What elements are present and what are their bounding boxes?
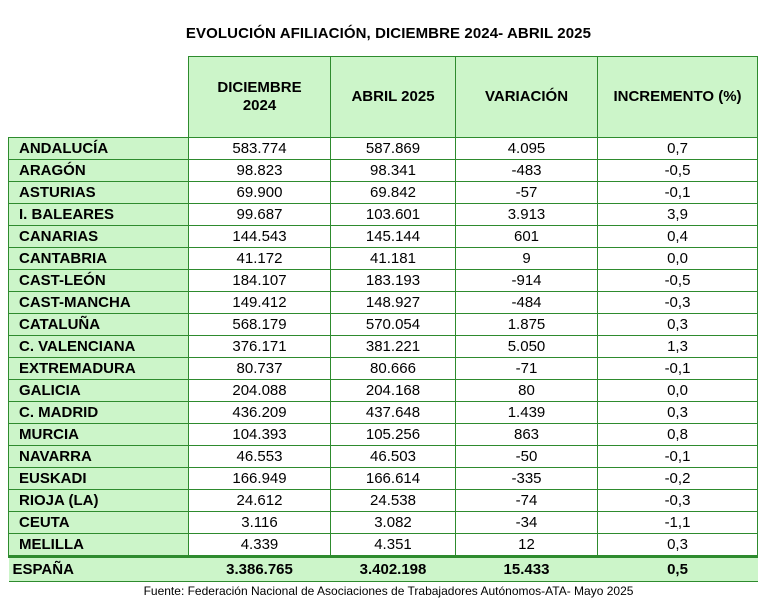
december-2024-cell: 144.543: [189, 226, 331, 248]
header-increment: INCREMENTO (%): [598, 57, 758, 138]
region-cell: CAST-LEÓN: [9, 270, 189, 292]
table-row: [9, 534, 758, 557]
variation-cell: 80: [456, 380, 598, 402]
april-2025-cell: 148.927: [331, 292, 456, 314]
variation-cell: -57: [456, 182, 598, 204]
december-2024-cell: 104.393: [189, 424, 331, 446]
april-2025-cell: 437.648: [331, 402, 456, 424]
region-cell: C. MADRID: [9, 402, 189, 424]
april-2025-cell: 204.168: [331, 380, 456, 402]
table-row: [9, 314, 758, 336]
increment-cell: -0,5: [598, 160, 758, 182]
region-cell: CAST-MANCHA: [9, 292, 189, 314]
region-cell: RIOJA (LA): [9, 490, 189, 512]
april-2025-cell: 3.082: [331, 512, 456, 534]
april-2025-cell: 587.869: [331, 138, 456, 160]
table-row: [9, 138, 758, 160]
total-april: 3.402.198: [331, 557, 456, 582]
header-blank-cell: [9, 57, 189, 138]
table-row: [9, 402, 758, 424]
variation-cell: 863: [456, 424, 598, 446]
region-cell: ASTURIAS: [9, 182, 189, 204]
december-2024-cell: 41.172: [189, 248, 331, 270]
april-2025-cell: 183.193: [331, 270, 456, 292]
increment-cell: -0,1: [598, 446, 758, 468]
increment-cell: -0,3: [598, 490, 758, 512]
variation-cell: 9: [456, 248, 598, 270]
increment-cell: 0,4: [598, 226, 758, 248]
table-row: [9, 248, 758, 270]
region-cell: NAVARRA: [9, 446, 189, 468]
variation-cell: -50: [456, 446, 598, 468]
variation-cell: 4.095: [456, 138, 598, 160]
variation-cell: 3.913: [456, 204, 598, 226]
december-2024-cell: 98.823: [189, 160, 331, 182]
total-increment: 0,5: [598, 557, 758, 582]
table-row: [9, 160, 758, 182]
increment-cell: 0,7: [598, 138, 758, 160]
affiliation-table: [8, 56, 758, 582]
april-2025-cell: 4.351: [331, 534, 456, 557]
region-cell: CANTABRIA: [9, 248, 189, 270]
increment-cell: -0,2: [598, 468, 758, 490]
table-row: [9, 380, 758, 402]
region-cell: CATALUÑA: [9, 314, 189, 336]
table-title: EVOLUCIÓN AFILIACIÓN, DICIEMBRE 2024- ABRIL 2025: [185, 25, 592, 42]
region-cell: EXTREMADURA: [9, 358, 189, 380]
april-2025-cell: 145.144: [331, 226, 456, 248]
variation-cell: 1.439: [456, 402, 598, 424]
table-row: [9, 446, 758, 468]
increment-cell: 0,0: [598, 380, 758, 402]
variation-cell: 5.050: [456, 336, 598, 358]
april-2025-cell: 381.221: [331, 336, 456, 358]
increment-cell: -1,1: [598, 512, 758, 534]
table-row: [9, 270, 758, 292]
table-row: [9, 490, 758, 512]
variation-cell: 12: [456, 534, 598, 557]
header-december-2024: [189, 57, 331, 138]
header-variation: VARIACIÓN: [456, 57, 598, 138]
april-2025-cell: 98.341: [331, 160, 456, 182]
region-cell: I. BALEARES: [9, 204, 189, 226]
variation-cell: -74: [456, 490, 598, 512]
total-december: 3.386.765: [189, 557, 331, 582]
total-variation: 15.433: [456, 557, 598, 582]
increment-cell: -0,3: [598, 292, 758, 314]
header-row: [9, 57, 758, 138]
variation-cell: 1.875: [456, 314, 598, 336]
region-cell: MELILLA: [9, 534, 189, 557]
increment-cell: -0,5: [598, 270, 758, 292]
increment-cell: 0,3: [598, 402, 758, 424]
table-row: [9, 292, 758, 314]
december-2024-cell: 204.088: [189, 380, 331, 402]
december-2024-cell: 69.900: [189, 182, 331, 204]
april-2025-cell: 80.666: [331, 358, 456, 380]
region-cell: GALICIA: [9, 380, 189, 402]
total-region: ESPAÑA: [9, 557, 189, 582]
increment-cell: -0,1: [598, 358, 758, 380]
december-2024-cell: 583.774: [189, 138, 331, 160]
december-2024-cell: 99.687: [189, 204, 331, 226]
header-december-line2: 2024: [242, 97, 277, 114]
region-cell: ANDALUCÍA: [9, 138, 189, 160]
region-cell: ARAGÓN: [9, 160, 189, 182]
table-row: [9, 512, 758, 534]
region-cell: CANARIAS: [9, 226, 189, 248]
region-cell: C. VALENCIANA: [9, 336, 189, 358]
increment-cell: 0,0: [598, 248, 758, 270]
variation-cell: -71: [456, 358, 598, 380]
december-2024-cell: 568.179: [189, 314, 331, 336]
variation-cell: -483: [456, 160, 598, 182]
december-2024-cell: 80.737: [189, 358, 331, 380]
variation-cell: -34: [456, 512, 598, 534]
table-row: [9, 424, 758, 446]
table-row: [9, 336, 758, 358]
increment-cell: 1,3: [598, 336, 758, 358]
variation-cell: -914: [456, 270, 598, 292]
region-cell: EUSKADI: [9, 468, 189, 490]
increment-cell: 0,8: [598, 424, 758, 446]
increment-cell: -0,1: [598, 182, 758, 204]
april-2025-cell: 166.614: [331, 468, 456, 490]
december-2024-cell: 3.116: [189, 512, 331, 534]
header-december-line1: DICIEMBRE: [217, 79, 302, 96]
december-2024-cell: 166.949: [189, 468, 331, 490]
april-2025-cell: 24.538: [331, 490, 456, 512]
april-2025-cell: 105.256: [331, 424, 456, 446]
april-2025-cell: 69.842: [331, 182, 456, 204]
source-note: Fuente: Federación Nacional de Asociaciones de Trabajadores Autónomos-ATA- Mayo 2025: [143, 584, 634, 598]
increment-cell: 0,3: [598, 534, 758, 557]
december-2024-cell: 436.209: [189, 402, 331, 424]
table-row: [9, 204, 758, 226]
variation-cell: 601: [456, 226, 598, 248]
december-2024-cell: 24.612: [189, 490, 331, 512]
april-2025-cell: 41.181: [331, 248, 456, 270]
total-row: [9, 557, 758, 582]
table-row: [9, 226, 758, 248]
december-2024-cell: 376.171: [189, 336, 331, 358]
april-2025-cell: 103.601: [331, 204, 456, 226]
april-2025-cell: 570.054: [331, 314, 456, 336]
header-april-2025: ABRIL 2025: [331, 57, 456, 138]
december-2024-cell: 184.107: [189, 270, 331, 292]
table-row: [9, 182, 758, 204]
variation-cell: -335: [456, 468, 598, 490]
variation-cell: -484: [456, 292, 598, 314]
increment-cell: 3,9: [598, 204, 758, 226]
december-2024-cell: 149.412: [189, 292, 331, 314]
increment-cell: 0,3: [598, 314, 758, 336]
table-row: [9, 358, 758, 380]
region-cell: MURCIA: [9, 424, 189, 446]
december-2024-cell: 4.339: [189, 534, 331, 557]
region-cell: CEUTA: [9, 512, 189, 534]
table-row: [9, 468, 758, 490]
april-2025-cell: 46.503: [331, 446, 456, 468]
december-2024-cell: 46.553: [189, 446, 331, 468]
